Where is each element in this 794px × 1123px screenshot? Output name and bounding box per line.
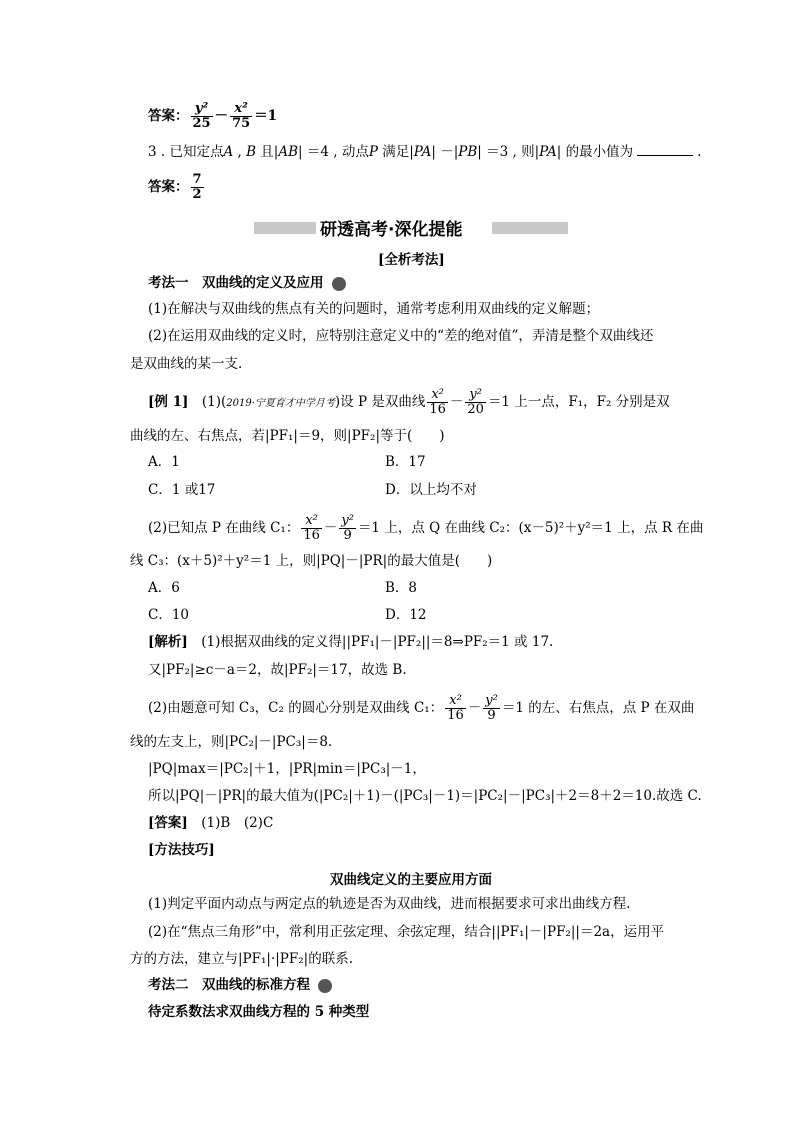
answer-line: [答案] (1)B (2)C <box>148 815 274 831</box>
option-a: A．1 <box>148 454 180 470</box>
question-3: 3 . 已知定点A , B 且|AB| ＝4 , 动点P 满足|PA| －|PB| ＝3 , 则|PA| 的最小值为 . <box>148 144 702 160</box>
solution-3: (2)由题意可知 C₃，C₂ 的圆心分别是双曲线 C₁： $\frac{\text{x²}}{16}$ － $\frac{\text{y²}}{9}$ ＝1 的左、右焦点，点 P 在双曲 <box>148 693 695 723</box>
fraction: $\frac{\text{y²}}{25}$ <box>192 101 211 131</box>
solution-6: 所以|PQ|－|PR|的最大值为(|PC₂|＋1)－(|PC₃|－1)＝|PC₂|－|PC₃|＋2＝8＋2＝10.故选 C. <box>148 788 702 804</box>
answer-3: 答案： $\frac{7}{2}$ <box>148 172 202 202</box>
option-b-2: B．8 <box>385 580 418 596</box>
solution-4: 线的左支上，则|PC₂|－|PC₃|＝8. <box>130 734 333 750</box>
solution-2: 又|PF₂|≥c－a＝2，故|PF₂|＝17，故选 B. <box>148 662 407 678</box>
fraction: $\frac{\text{y²}}{9}$ <box>485 693 498 723</box>
option-d: D．以上均不对 <box>385 482 477 498</box>
answer-1: 答案： $\frac{\text{y²}}{25}$ － $\frac{\text{x²}}{75}$ ＝1 <box>148 101 278 131</box>
fraction: $\frac{\text{x²}}{16}$ <box>429 387 446 417</box>
section-tag: [全析考法] <box>378 252 445 268</box>
option-c: C．1 或17 <box>148 482 216 498</box>
tips-2b: 方的方法，建立与|PF₁|·|PF₂|的联系. <box>130 951 354 967</box>
method-1-p2b: 是双曲线的某一支. <box>130 356 243 372</box>
method-1-p1: (1)在解决与双曲线的焦点有关的问题时，通常考虑利用双曲线的定义解题； <box>148 301 600 317</box>
option-b: B．17 <box>385 454 426 470</box>
tips-title: 双曲线定义的主要应用方面 <box>330 872 492 888</box>
example-1-part1: [例 1] (1)(2019·宁夏育才中学月考)设 P 是双曲线 $\frac{\text{x²}}{16}$ － $\frac{\text{y²}}{20}$ ＝1 上一点，F₁，F₂ 分别是双 <box>148 387 670 417</box>
method-1-title: 考法一 双曲线的定义及应用 <box>148 274 346 292</box>
fraction: $\frac{\text{y²}}{20}$ <box>467 387 484 417</box>
marker-dot-icon <box>332 277 346 291</box>
method-2-sub: 待定系数法求双曲线方程的 5 种类型 <box>148 1004 370 1020</box>
option-d-2: D．12 <box>385 607 427 623</box>
tips-2a: (2)在“焦点三角形”中，常利用正弦定理、余弦定理，结合||PF₁|－|PF₂||＝2a，运用平 <box>148 924 665 940</box>
example-1-part2-line2: 线 C₃：(x＋5)²＋y²＝1 上，则|PQ|－|PR|的最大值是( ) <box>130 553 493 569</box>
tips-1: (1)判定平面内动点与两定点的轨迹是否为双曲线，进而根据要求可求出曲线方程. <box>148 896 631 912</box>
solution-5: |PQ|max＝|PC₂|＋1，|PR|min＝|PC₃|－1， <box>148 761 426 777</box>
method-1-p2a: (2)在运用双曲线的定义时，应特别注意定义中的“差的绝对值”，弄清是整个双曲线还 <box>148 328 654 344</box>
banner-bar-right <box>492 222 568 234</box>
answer-blank <box>637 143 693 156</box>
tips-tag: [方法技巧] <box>148 842 215 858</box>
solution-1: [解析] (1)根据双曲线的定义得||PF₁|－|PF₂||＝8⇒PF₂＝1 或 17. <box>148 634 554 650</box>
example-1-part2: (2)已知点 P 在曲线 C₁： $\frac{\text{x²}}{16}$ － $\frac{\text{y²}}{9}$ ＝1 上，点 Q 在曲线 C₂：(x－5)²＋y²＝1 上，点 R 在曲 <box>148 513 704 543</box>
fraction: $\frac{7}{2}$ <box>192 172 202 202</box>
fraction: $\frac{\text{x²}}{75}$ <box>232 101 251 131</box>
method-2-title: 考法二 双曲线的标准方程 <box>148 976 332 994</box>
fraction: $\frac{\text{x²}}{16}$ <box>447 693 464 723</box>
marker-dot-icon <box>318 979 332 993</box>
option-c-2: C．10 <box>148 607 190 623</box>
section-banner: 研透高考·深化提能 <box>320 220 463 240</box>
example-1-part1-line2: 曲线的左、右焦点，若|PF₁|＝9，则|PF₂|等于( ) <box>130 428 445 444</box>
fraction: $\frac{\text{x²}}{16}$ <box>303 513 320 543</box>
banner-bar-left <box>254 222 316 234</box>
option-a-2: A．6 <box>148 580 180 596</box>
fraction: $\frac{\text{y²}}{9}$ <box>341 513 354 543</box>
